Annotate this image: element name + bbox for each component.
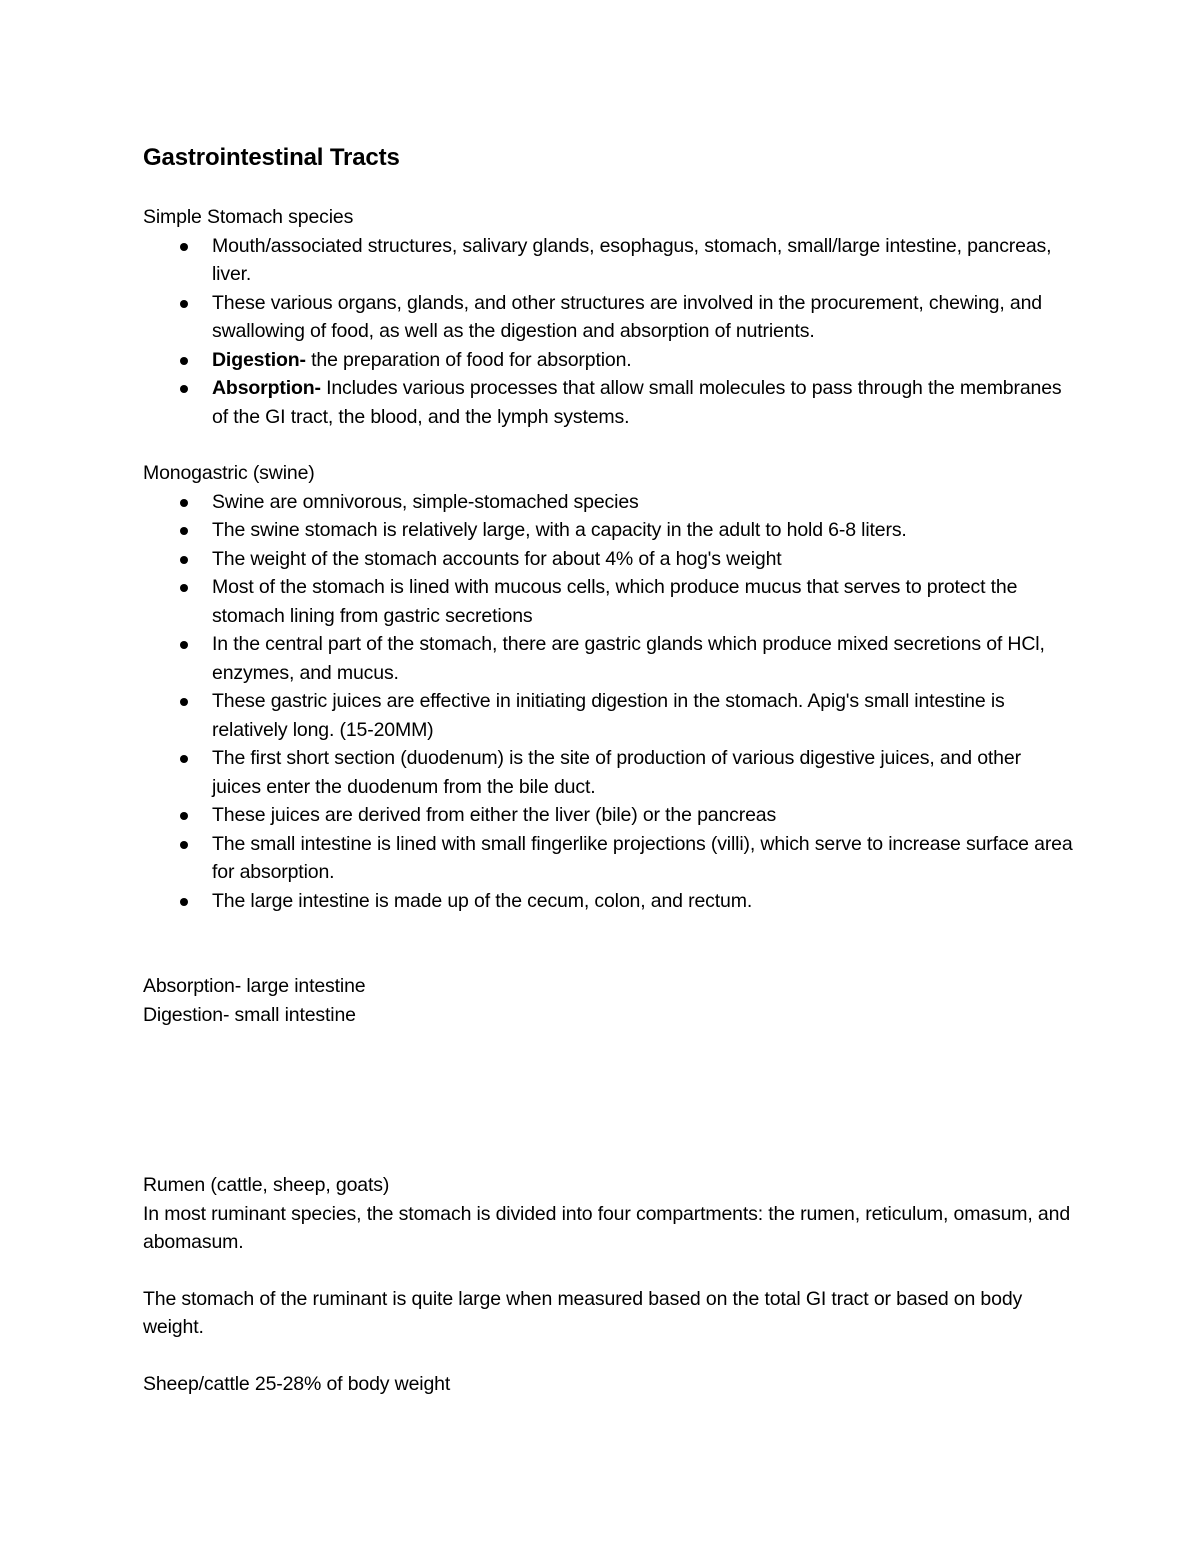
list-item: The small intestine is lined with small fingerlike projections (villi), which serve to increase surface area for absorption.: [212, 830, 1073, 887]
document-page: [143, 140, 1073, 1398]
list-item-term: Digestion-: [212, 348, 306, 371]
list-item: [212, 374, 1073, 431]
rumen-paragraph: The stomach of the ruminant is quite large when measured based on the total GI tract or based on body weight.: [143, 1287, 1023, 1338]
list-item: [212, 232, 1073, 289]
list-item: Swine are omnivorous, simple-stomached species: [212, 488, 1073, 517]
list-item: The weight of the stomach accounts for about 4% of a hog's weight: [212, 545, 1073, 574]
list-item: [212, 346, 1073, 375]
list-item-text: These various organs, glands, and other structures are involved in the procurement, chewing, and swallowing of food, as well as the digestion and absorption of nutrients.: [212, 291, 1042, 342]
list-item: The large intestine is made up of the cecum, colon, and rectum.: [212, 887, 1073, 916]
simple-stomach-heading: Simple Stomach species: [143, 206, 354, 228]
list-item: These gastric juices are effective in initiating digestion in the stomach. Apig's small intestine is relatively long. (15-20MM): [212, 687, 1073, 744]
digestion-summary: Digestion- small intestine: [143, 1003, 356, 1026]
simple-stomach-list: [143, 232, 1073, 432]
rumen-heading: Rumen (cattle, sheep, goats): [143, 1174, 390, 1196]
list-item-text: Mouth/associated structures, salivary glands, esophagus, stomach, small/large intestine, pancreas, liver.: [212, 234, 1052, 285]
list-item-term: Absorption-: [212, 377, 321, 399]
list-item: The first short section (duodenum) is the site of production of various digestive juices, and other juices enter the duodenum from the bile duct.: [212, 744, 1073, 801]
page-title: Gastrointestinal Tracts: [143, 144, 400, 171]
list-item: These juices are derived from either the liver (bile) or the pancreas: [212, 801, 1073, 830]
list-item: Most of the stomach is lined with mucous cells, which produce mucus that serves to protect the stomach lining from gastric secretions: [212, 573, 1073, 630]
rumen-paragraph: In most ruminant species, the stomach is divided into four compartments: the rumen, reticulum, omasum, and abomasum.: [143, 1202, 1071, 1253]
list-item: In the central part of the stomach, there are gastric glands which produce mixed secretions of HCl, enzymes, and mucus.: [212, 630, 1073, 687]
list-item-text: Includes various processes that allow small molecules to pass through the membranes of the GI tract, the blood, and the lymph systems.: [212, 377, 1062, 428]
list-item-text: the preparation of food for absorption.: [305, 348, 632, 371]
list-item: The swine stomach is relatively large, with a capacity in the adult to hold 6-8 liters.: [212, 516, 1073, 545]
rumen-paragraph: Sheep/cattle 25-28% of body weight: [143, 1372, 451, 1395]
monogastric-list: [143, 488, 1073, 916]
list-item: [212, 289, 1073, 346]
absorption-summary: Absorption- large intestine: [143, 975, 366, 997]
monogastric-heading: Monogastric (swine): [143, 462, 315, 484]
